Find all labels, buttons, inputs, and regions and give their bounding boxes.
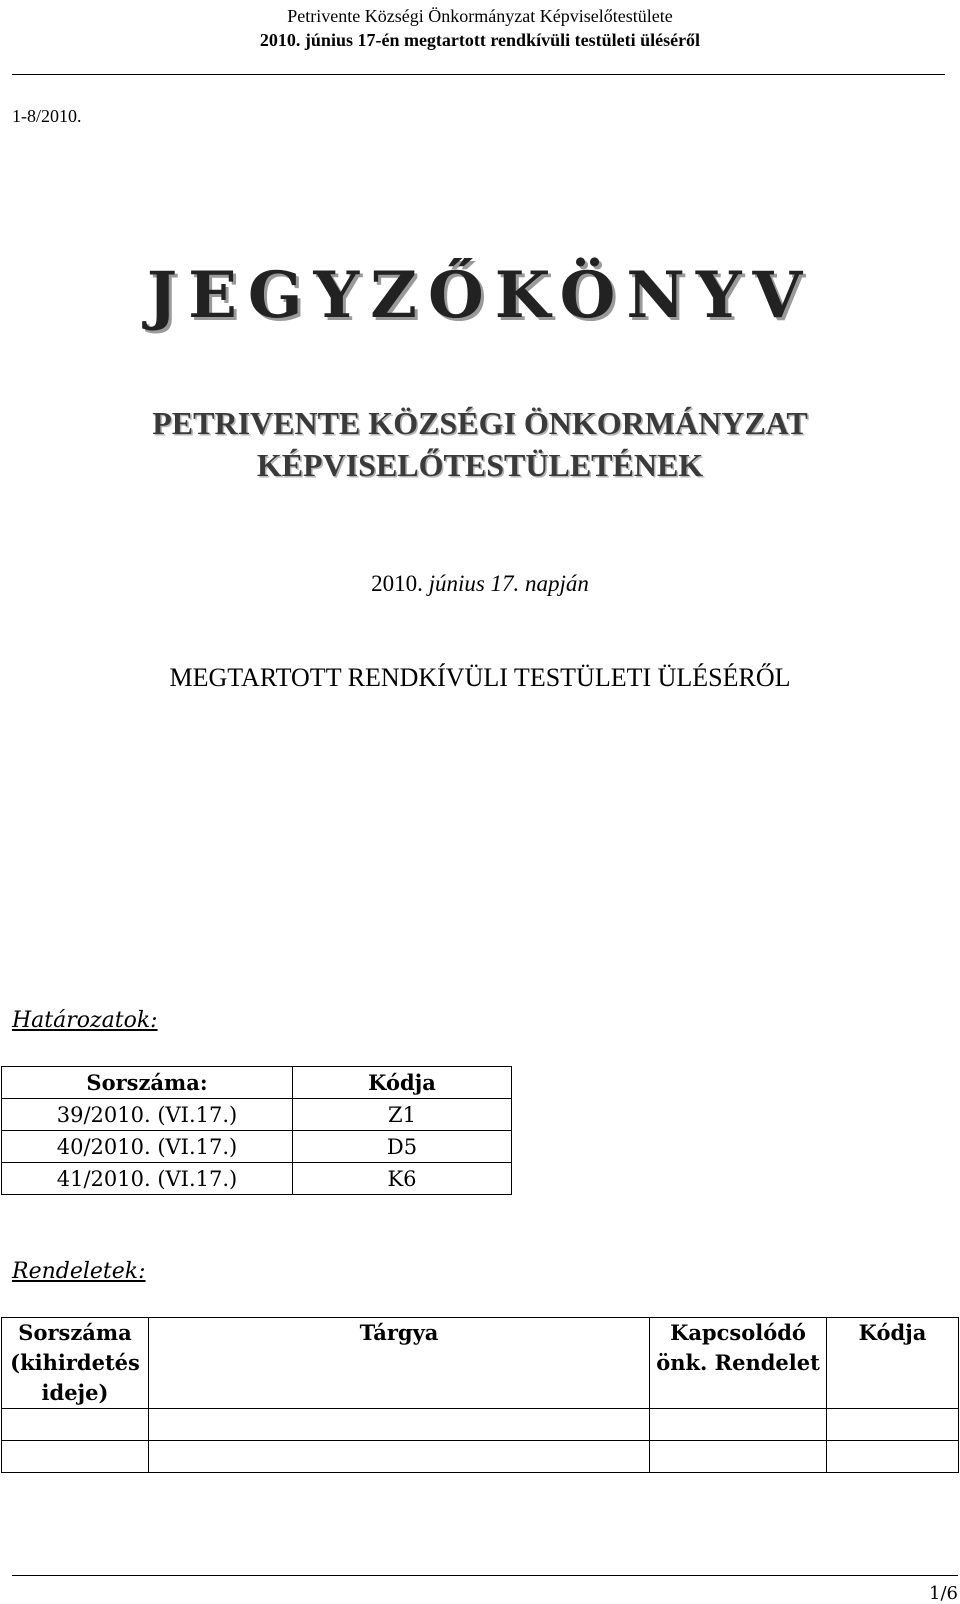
table-cell: Z1 [293,1099,512,1131]
header-cell: Kódja [293,1067,512,1099]
header-cell: Kódja [827,1318,959,1409]
table-header-row [2,1067,512,1099]
table-cell [650,1441,827,1473]
table-row [2,1131,512,1163]
table-row [2,1409,959,1441]
table-cell [149,1441,650,1473]
page-header [0,4,960,52]
header-line-1: Petrivente Községi Önkormányzat Képviselőtestülete [287,6,673,26]
header-divider [12,74,945,75]
resolutions-label: Határozatok: [12,1008,158,1033]
footer-divider [12,1575,958,1576]
table-row [2,1163,512,1195]
table-header-row [2,1318,959,1409]
table-cell: K6 [293,1163,512,1195]
table-cell: 40/2010. (VI.17.) [2,1131,293,1163]
date-day: június 17. napján [428,571,589,596]
table-row [2,1441,959,1473]
page-number: 1/6 [929,1583,958,1604]
decrees-label: Rendeletek: [12,1259,146,1284]
meeting-title: MEGTARTOTT RENDKÍVÜLI TESTÜLETI ÜLÉSÉRŐL [169,663,791,692]
table-cell [149,1409,650,1441]
table-row [2,1099,512,1131]
subtitle-line-2: KÉPVISELŐTESTÜLETÉNEK [256,447,704,483]
header-cell: Sorszáma (kihirdetés ideje) [2,1318,149,1409]
table-cell: D5 [293,1131,512,1163]
table-cell [2,1409,149,1441]
header-line-2: 2010. június 17-én megtartott rendkívüli testületi üléséről [259,30,701,50]
table-cell [827,1441,959,1473]
table-cell [650,1409,827,1441]
date-year: 2010. [371,571,423,596]
subtitle-line-1: PETRIVENTE KÖZSÉGI ÖNKORMÁNYZAT [152,405,808,441]
table-cell: 39/2010. (VI.17.) [2,1099,293,1131]
table-cell [827,1409,959,1441]
decrees-table [1,1317,959,1473]
header-cell: Tárgya [149,1318,650,1409]
document-subtitle [0,402,960,486]
table-cell: 41/2010. (VI.17.) [2,1163,293,1195]
header-cell: Kapcsolódó önk. Rendelet [650,1318,827,1409]
table-cell [2,1441,149,1473]
document-title: JEGYZŐKÖNYV [146,258,814,333]
resolutions-table [1,1066,512,1195]
meeting-date [0,571,960,597]
document-number: 1-8/2010. [12,106,82,126]
header-cell: Sorszáma: [2,1067,293,1099]
